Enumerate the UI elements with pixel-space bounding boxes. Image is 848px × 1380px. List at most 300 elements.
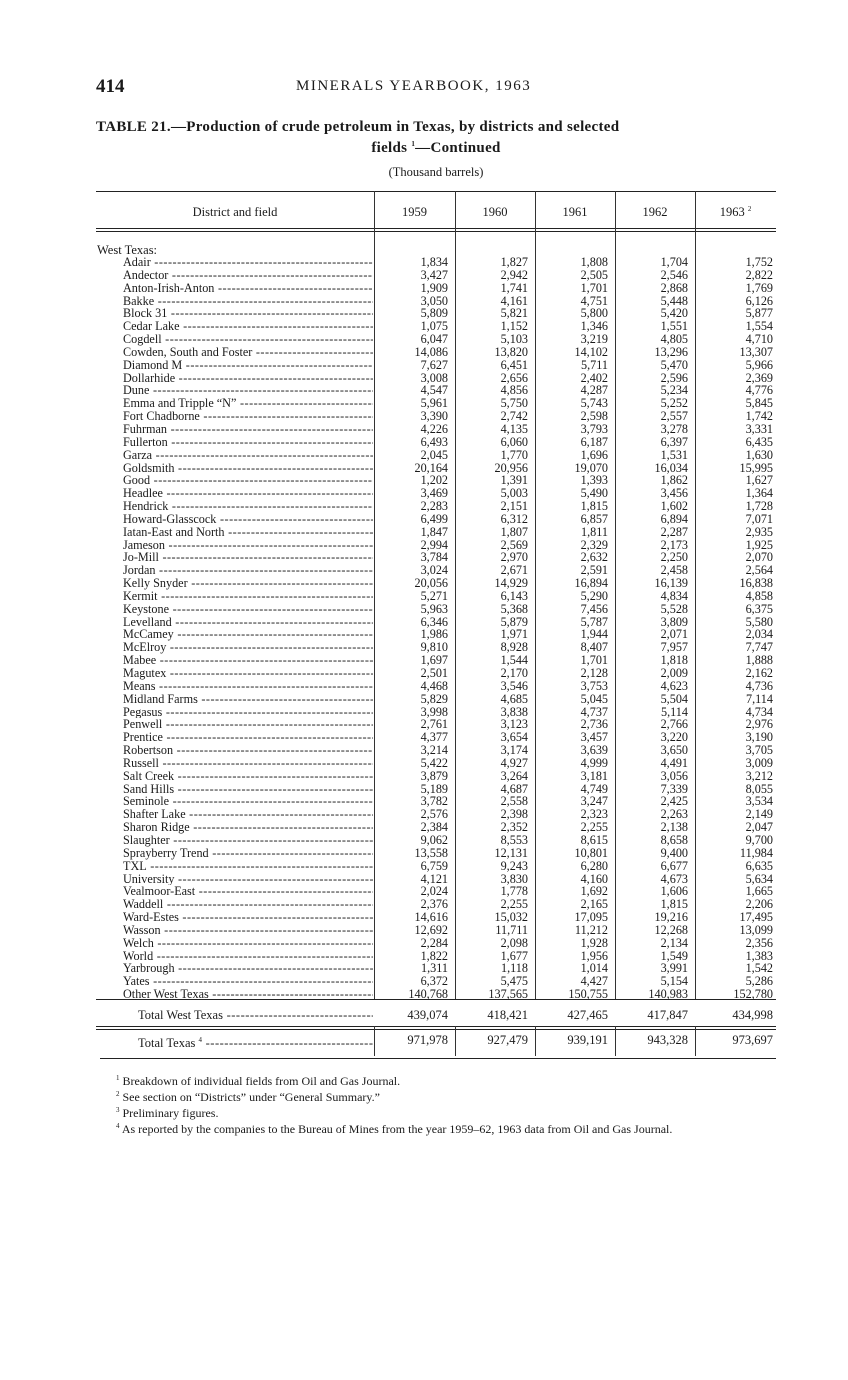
cell-value: 434,998 [732,1008,773,1022]
cell-value: 2,546 [660,267,688,282]
cell-value: 5,877 [745,306,773,321]
cell-value: 943,328 [647,1033,688,1047]
cell-value: 1,551 [660,319,688,334]
cell-value: 1,815 [580,499,608,514]
cell-value: 4,687 [500,781,528,796]
cell-value: 6,060 [500,434,528,449]
table-title [96,119,776,157]
cell-value: 3,390 [420,409,448,424]
table-row [96,834,776,847]
cell-value: 4,736 [745,678,773,693]
cell-value: 1,728 [745,499,773,514]
cell-value: 1,152 [500,319,528,334]
cell-value: 6,375 [745,601,773,616]
cell-value: 4,776 [745,383,773,398]
field-name: Dollarhide ----- [123,372,373,385]
cell-value: 2,034 [745,627,773,642]
total-west-top-rule [96,999,776,1000]
field-name: Headlee ----- [123,487,373,500]
cell-value: 7,747 [745,640,773,655]
cell-value: 6,397 [660,434,688,449]
cell-value: 5,743 [580,396,608,411]
footnote [100,1072,780,1088]
cell-value: 5,809 [420,306,448,321]
cell-value: 2,970 [500,550,528,565]
cell-value: 3,639 [580,743,608,758]
field-name: Jordan ----- [123,564,373,577]
cell-value: 2,632 [580,550,608,565]
cell-value: 1,807 [500,524,528,539]
cell-value: 5,787 [580,614,608,629]
cell-value: 3,174 [500,743,528,758]
cell-value: 6,635 [745,858,773,873]
cell-value: 4,856 [500,383,528,398]
table-row [96,333,776,346]
cell-value: 2,976 [745,717,773,732]
cell-value: 5,234 [660,383,688,398]
cell-value: 3,009 [745,755,773,770]
cell-value: 6,759 [420,858,448,873]
cell-value: 2,558 [500,794,528,809]
cell-value: 6,499 [420,511,448,526]
field-name: Vealmoor-East ----- [123,885,373,898]
field-name: Emma and Tripple “N” ----- [123,397,373,410]
field-name: Welch ----- [123,937,373,950]
cell-value: 5,420 [660,306,688,321]
field-name: Levelland ----- [123,616,373,629]
cell-value: 6,372 [420,974,448,989]
field-name: Yates ----- [123,975,373,988]
header-bottom-rule [96,228,776,229]
cell-value: 2,098 [500,935,528,950]
cell-value: 3,056 [660,768,688,783]
field-name: Jameson ----- [123,539,373,552]
field-name: Iatan-East and North ----- [123,526,373,539]
field-name: Fort Chadborne ----- [123,410,373,423]
field-name: Keystone ----- [123,603,373,616]
table-row [96,269,776,282]
cell-value: 2,742 [500,409,528,424]
cell-value: 1,752 [745,255,773,269]
cell-value: 1,944 [580,627,608,642]
field-name: Mabee ----- [123,654,373,667]
cell-value: 4,805 [660,332,688,347]
cell-value: 6,126 [745,293,773,308]
cell-value: 6,280 [580,858,608,873]
cell-value: 14,102 [574,344,608,359]
cell-value: 4,547 [420,383,448,398]
table-row [96,590,776,603]
cell-value: 3,278 [660,421,688,436]
cell-value: 2,384 [420,820,448,835]
cell-value: 3,809 [660,614,688,629]
table-row [96,693,776,706]
cell-value: 2,162 [745,666,773,680]
cell-value: 1,544 [500,653,528,668]
field-name: Other West Texas ----- [123,988,373,1001]
cell-value: 5,528 [660,601,688,616]
cell-value: 5,490 [580,486,608,501]
cell-value: 5,422 [420,755,448,770]
cell-value: 3,830 [500,871,528,886]
cell-value: 5,286 [745,974,773,989]
field-name: Waddell ----- [123,898,373,911]
footnote-text: See section on “Districts” under “General Summary.” [122,1090,380,1104]
table-row [96,667,776,680]
cell-value: 2,398 [500,807,528,822]
field-name: Salt Creek ----- [123,770,373,783]
field-name: Jo-Mill ----- [123,551,373,564]
page-number: 414 [96,76,125,97]
cell-value: 2,263 [660,807,688,822]
table-row [96,436,776,449]
column-header-1960: 1960 [482,205,508,219]
column-header-1963 [695,205,776,220]
cell-value: 1,701 [580,653,608,668]
cell-value: 5,711 [581,357,608,372]
field-name: Block 31 ----- [123,307,373,320]
field-name: Dune ----- [123,384,373,397]
column-header-1959: 1959 [402,205,427,219]
cell-value: 3,469 [420,486,448,501]
header-bottom-rule-2 [96,231,776,232]
cell-value: 4,135 [500,421,528,436]
table-row [96,603,776,616]
cell-value: 6,047 [420,332,448,347]
cell-value: 3,264 [500,768,528,783]
cell-value: 5,045 [580,691,608,706]
cell-value: 13,099 [739,922,773,937]
cell-value: 140,983 [648,987,688,1002]
table-row [96,757,776,770]
field-name: McElroy ----- [123,641,373,654]
cell-value: 13,296 [654,344,688,359]
cell-value: 8,658 [660,832,688,847]
cell-value: 12,268 [654,922,688,937]
footnote-text: Breakdown of individual fields from Oil and Gas Journal. [122,1074,401,1088]
field-name: Hendrick ----- [123,500,373,513]
cell-value: 6,857 [580,511,608,526]
cell-value: 5,961 [420,396,448,411]
cell-value: 4,834 [660,588,688,603]
cell-value: 4,121 [420,871,448,886]
cell-value: 1,862 [660,473,688,488]
cell-value: 2,935 [745,524,773,539]
title-continued: —Continued [415,140,501,156]
cell-value: 1,888 [745,653,773,668]
table-row [96,346,776,359]
cell-value: 3,050 [420,293,448,308]
cell-value: 1,118 [501,961,528,976]
cell-value: 4,491 [660,755,688,770]
cell-value: 14,929 [494,576,528,591]
cell-value: 2,656 [500,370,528,385]
cell-value: 2,994 [420,537,448,552]
cell-value: 3,219 [580,332,608,347]
cell-value: 2,766 [660,717,688,732]
cell-value: 1,769 [745,280,773,295]
cell-value: 11,984 [739,845,773,860]
field-name: Prentice ----- [123,731,373,744]
cell-value: 2,071 [660,627,688,642]
field-name: Means ----- [123,680,373,693]
field-name: Cowden, South and Foster ----- [123,346,373,359]
table-row [96,513,776,526]
cell-value: 6,677 [660,858,688,873]
cell-value: 2,329 [580,537,608,552]
table-bottom-rule [100,1058,776,1059]
cell-value: 3,123 [500,717,528,732]
cell-value: 2,425 [660,794,688,809]
cell-value: 4,226 [420,421,448,436]
cell-value: 4,685 [500,691,528,706]
cell-value: 5,580 [745,614,773,629]
total-texas-row [96,1032,776,1051]
cell-value: 8,615 [580,832,608,847]
column-header-1961: 1961 [562,205,588,219]
table-row [96,770,776,783]
table-body [96,256,776,1001]
cell-value: 20,164 [414,460,448,475]
total-west-texas-row [96,1007,776,1023]
cell-value: 3,214 [420,743,448,758]
cell-value: 2,134 [660,935,688,950]
footnote-mark: 4 [116,1122,120,1130]
cell-value: 5,448 [660,293,688,308]
field-name: Ward-Estes ----- [123,911,373,924]
cell-value: 6,143 [500,588,528,603]
cell-value: 10,801 [574,845,608,860]
cell-value: 7,456 [580,601,608,616]
cell-value: 1,822 [420,948,448,963]
cell-value: 17,095 [574,910,608,925]
field-name: Adair ----- [123,256,373,269]
cell-value: 3,838 [500,704,528,719]
total-texas-top-rule [96,1026,776,1027]
cell-value: 1,742 [745,409,773,424]
cell-value: 1,606 [660,884,688,899]
cell-value: 5,154 [660,974,688,989]
cell-value: 16,838 [739,576,773,591]
cell-value: 13,307 [739,344,773,359]
cell-value: 2,284 [420,935,448,950]
field-name: Cogdell ----- [123,333,373,346]
table-row [96,924,776,937]
table-row [96,847,776,860]
cell-value: 1,630 [745,447,773,462]
field-name: Andector ----- [123,269,373,282]
cell-value: 16,034 [654,460,688,475]
cell-value: 417,847 [647,1008,688,1022]
cell-value: 971,978 [407,1033,448,1047]
cell-value: 1,811 [581,524,608,539]
cell-value: 9,700 [745,832,773,847]
table-row [96,860,776,873]
footnote-mark: 1 [116,1074,120,1082]
cell-value: 2,047 [745,820,773,835]
cell-value: 3,546 [500,678,528,693]
table-row [96,282,776,295]
cell-value: 6,435 [745,434,773,449]
cell-value: 1,818 [660,653,688,668]
cell-value: 8,407 [580,640,608,655]
table-row [96,911,776,924]
cell-value: 3,190 [745,730,773,745]
cell-value: 4,751 [580,293,608,308]
field-name: Good ----- [123,474,373,487]
cell-value: 1,531 [660,447,688,462]
cell-value: 2,206 [745,897,773,912]
total-texas-top-rule-2 [96,1029,776,1030]
cell-value: 2,024 [420,884,448,899]
table-row [96,256,776,269]
cell-value: 5,470 [660,357,688,372]
cell-value: 17,495 [739,910,773,925]
footnote [100,1088,780,1104]
cell-value: 2,149 [745,807,773,822]
title-fields-word: fields [371,140,408,156]
cell-value: 3,534 [745,794,773,809]
cell-value: 4,749 [580,781,608,796]
field-name: Midland Farms ----- [123,693,373,706]
cell-value: 2,352 [500,820,528,835]
cell-value: 1,075 [420,319,448,334]
cell-value: 8,055 [745,781,773,796]
field-name: Shafter Lake ----- [123,808,373,821]
column-header-1963-label: 1963 [719,205,745,220]
cell-value: 1,549 [660,948,688,963]
cell-value: 2,596 [660,370,688,385]
cell-value: 1,554 [745,319,773,334]
field-name: TXL ----- [123,860,373,873]
cell-value: 5,829 [420,691,448,706]
title-footnote-mark: 1 [411,140,416,148]
cell-value: 2,151 [500,499,528,514]
cell-value: 5,003 [500,486,528,501]
total-texas-label-text: Total Texas [138,1036,196,1051]
cell-value: 6,312 [500,511,528,526]
footnote [100,1104,780,1120]
cell-value: 2,356 [745,935,773,950]
cell-value: 5,290 [580,588,608,603]
cell-value: 3,650 [660,743,688,758]
cell-value: 3,181 [580,768,608,783]
field-name: Pegasus ----- [123,706,373,719]
table-units: (Thousand barrels) [388,165,484,179]
cell-value: 1,677 [500,948,528,963]
cell-value: 19,070 [574,460,608,475]
cell-value: 2,576 [420,807,448,822]
section-west-texas: West Texas: [97,243,158,257]
field-name: Garza ----- [123,449,373,462]
cell-value: 4,468 [420,678,448,693]
cell-value: 3,793 [580,421,608,436]
cell-value: 2,323 [580,807,608,822]
cell-value: 2,736 [580,717,608,732]
cell-value: 11,212 [574,922,608,937]
table-row [96,744,776,757]
cell-value: 150,755 [568,987,608,1002]
cell-value: 1,627 [745,473,773,488]
cell-value: 1,602 [660,499,688,514]
cell-value: 1,014 [580,961,608,976]
cell-value: 4,673 [660,871,688,886]
cell-value: 5,750 [500,396,528,411]
cell-value: 14,616 [414,910,448,925]
cell-value: 9,400 [660,845,688,860]
column-header-district: District and field [192,205,278,219]
cell-value: 2,250 [660,550,688,565]
field-name: McCamey ----- [123,628,373,641]
cell-value: 3,024 [420,563,448,578]
cell-value: 3,654 [500,730,528,745]
total-texas-footnote-mark: 4 [198,1036,203,1044]
cell-value: 4,623 [660,678,688,693]
cell-value: 2,283 [420,499,448,514]
cell-value: 3,753 [580,678,608,693]
cell-value: 3,457 [580,730,608,745]
cell-value: 5,504 [660,691,688,706]
cell-value: 2,942 [500,267,528,282]
cell-value: 1,697 [420,653,448,668]
cell-value: 2,173 [660,537,688,552]
cell-value: 1,202 [420,473,448,488]
cell-value: 1,925 [745,537,773,552]
cell-value: 2,598 [580,409,608,424]
field-name: Fuhrman ----- [123,423,373,436]
table-title-line-1: TABLE 21.—Production of crude petroleum in Texas, by districts and selected [96,119,620,135]
column-header-1963-footnote-mark: 2 [747,205,752,213]
field-name: Robertson ----- [123,744,373,757]
cell-value: 152,780 [733,987,773,1002]
cell-value: 15,995 [739,460,773,475]
cell-value: 4,858 [745,588,773,603]
cell-value: 6,451 [500,357,528,372]
cell-value: 2,564 [745,563,773,578]
cell-value: 2,376 [420,897,448,912]
cell-value: 1,346 [580,319,608,334]
cell-value: 1,692 [580,884,608,899]
cell-value: 1,928 [580,935,608,950]
field-name: Seminole ----- [123,795,373,808]
cell-value: 1,827 [500,255,528,269]
cell-value: 1,778 [500,884,528,899]
cell-value: 2,591 [580,563,608,578]
cell-value: 140,768 [408,987,448,1002]
cell-value: 3,456 [660,486,688,501]
cell-value: 11,711 [495,922,528,937]
footnote-text: As reported by the companies to the Bureau of Mines from the year 1959–62, 1963 data from Oil and Gas Journal. [121,1122,673,1136]
cell-value: 16,894 [574,576,608,591]
cell-value: 3,991 [660,961,688,976]
cell-value: 2,501 [420,666,448,680]
cell-value: 9,243 [500,858,528,873]
cell-value: 15,032 [494,910,528,925]
cell-value: 1,909 [420,280,448,295]
cell-value: 2,822 [745,267,773,282]
field-name: Penwell ----- [123,718,373,731]
cell-value: 5,800 [580,306,608,321]
cell-value: 2,070 [745,550,773,565]
field-name: Howard-Glasscock ----- [123,513,373,526]
footnote [100,1120,780,1136]
cell-value: 2,128 [580,666,608,680]
cell-value: 927,479 [487,1033,528,1047]
total-texas-label [138,1032,373,1051]
cell-value: 3,331 [745,421,773,436]
page-header [96,76,776,98]
cell-value: 1,741 [500,280,528,295]
